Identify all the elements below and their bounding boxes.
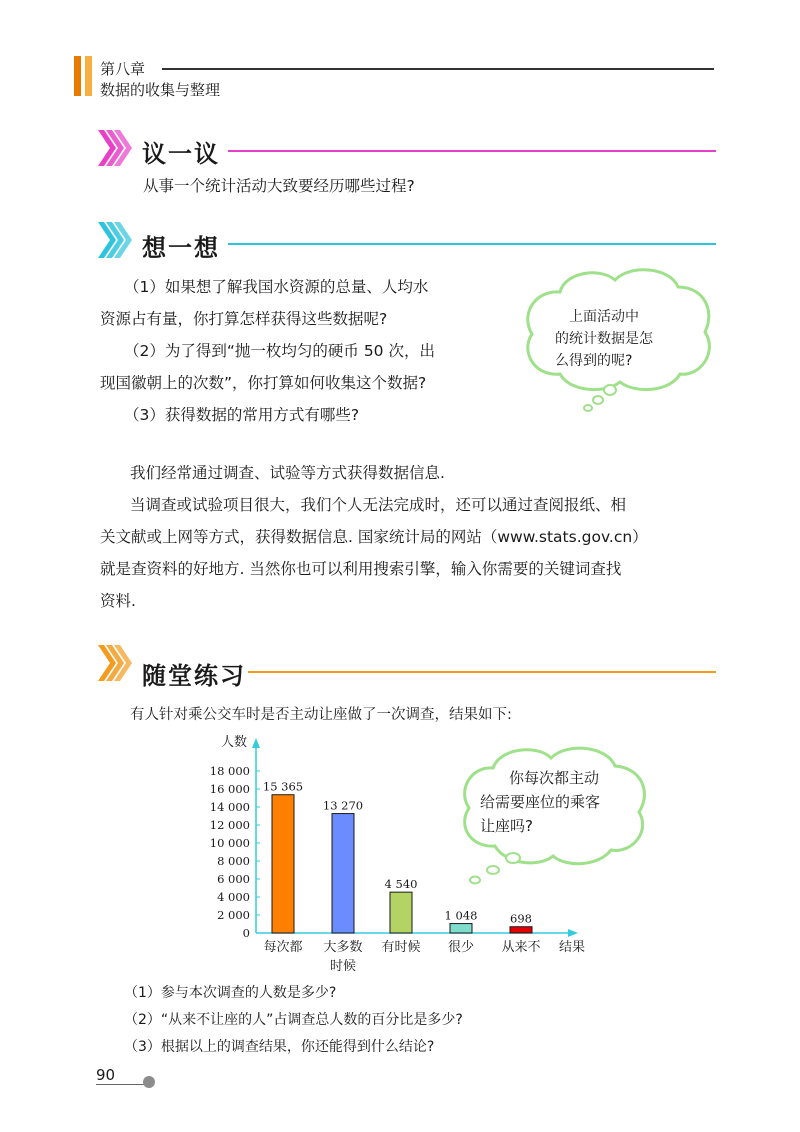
practice-q3: （3）根据以上的调查结果，你还能得到什么结论? bbox=[124, 1039, 435, 1055]
header-rule bbox=[162, 68, 714, 70]
section-rule-think bbox=[228, 243, 716, 245]
data-label: 1 048 bbox=[444, 908, 478, 923]
think-q1-line2: 资源占有量，你打算怎样获得这些数据呢? bbox=[100, 310, 388, 328]
y-tick-label: 18 000 bbox=[209, 764, 250, 778]
practice-intro: 有人针对乘公交车时是否主动让座做了一次调查，结果如下: bbox=[130, 707, 512, 723]
data-label: 698 bbox=[510, 911, 532, 926]
data-label: 13 270 bbox=[322, 798, 364, 813]
practice-q1: （1）参与本次调查的人数是多少? bbox=[124, 985, 337, 1001]
x-axis-arrow-icon bbox=[568, 929, 578, 937]
y-tick-label: 14 000 bbox=[209, 800, 250, 814]
y-tick-label: 16 000 bbox=[209, 782, 250, 796]
section-title-practice: 随堂练习 bbox=[142, 662, 246, 690]
bar bbox=[450, 924, 472, 933]
think-q3: （3）获得数据的常用方式有哪些? bbox=[124, 406, 360, 424]
x-tick-label: 时候 bbox=[329, 959, 357, 974]
chevron-arrows-icon bbox=[98, 128, 140, 168]
section-title-discuss: 议一议 bbox=[142, 140, 220, 168]
data-label: 4 540 bbox=[384, 877, 418, 892]
x-tick-label: 大多数 bbox=[323, 940, 363, 955]
page-dot-icon bbox=[143, 1076, 155, 1088]
x-tick-label: 每次都 bbox=[263, 940, 303, 955]
header-bar-dark bbox=[74, 56, 81, 96]
section-rule-discuss bbox=[228, 150, 716, 152]
think-q2-line1: （2）为了得到“抛一枚均匀的硬币 50 次，出 bbox=[124, 342, 435, 360]
paragraph-line1: 我们经常通过调查、试验等方式获得数据信息. bbox=[130, 464, 445, 482]
bar bbox=[510, 927, 532, 933]
x-tick-label: 从来不 bbox=[501, 940, 541, 955]
y-tick-label: 0 bbox=[242, 926, 250, 940]
y-tick-label: 12 000 bbox=[209, 818, 250, 832]
x-axis-label: 结果 bbox=[558, 940, 586, 955]
bar bbox=[390, 892, 412, 933]
y-tick-label: 2 000 bbox=[217, 908, 250, 922]
chapter-label: 第八章 bbox=[100, 60, 146, 78]
page-number-rule bbox=[96, 1084, 146, 1085]
paragraph-line5: 资料. bbox=[100, 592, 136, 610]
section-title-think: 想一想 bbox=[142, 234, 220, 262]
section-rule-practice bbox=[248, 671, 716, 673]
bar bbox=[332, 814, 354, 933]
y-tick-label: 4 000 bbox=[217, 890, 250, 904]
chapter-subtitle: 数据的收集与整理 bbox=[100, 81, 221, 99]
discuss-question: 从事一个统计活动大致要经历哪些过程? bbox=[143, 177, 415, 195]
think-q2-line2: 现国徽朝上的次数”，你打算如何收集这个数据? bbox=[100, 374, 427, 392]
x-tick-label: 有时候 bbox=[381, 940, 421, 955]
paragraph-line3: 关文献或上网等方式，获得数据信息. 国家统计局的网站（www.stats.gov.cn） bbox=[100, 528, 648, 546]
cloud2-line1: 你每次都主动 bbox=[509, 769, 600, 787]
bar bbox=[272, 795, 294, 933]
chevron-arrows-icon bbox=[98, 643, 140, 683]
cloud2-line3: 让座吗? bbox=[480, 817, 533, 835]
y-axis-arrow-icon bbox=[252, 738, 260, 748]
cloud1-line1: 上面活动中 bbox=[569, 309, 639, 325]
cloud2-line2: 给需要座位的乘客 bbox=[480, 793, 601, 811]
data-label: 15 365 bbox=[262, 779, 304, 794]
page-number: 90 bbox=[96, 1066, 116, 1084]
paragraph-line4: 就是查资料的好地方. 当然你也可以利用搜索引擎，输入你需要的关键词查找 bbox=[100, 560, 622, 578]
y-tick-label: 6 000 bbox=[217, 872, 250, 886]
cloud1-line3: 么得到的呢? bbox=[555, 353, 633, 369]
y-tick-label: 8 000 bbox=[217, 854, 250, 868]
think-q1-line1: （1）如果想了解我国水资源的总量、人均水 bbox=[124, 278, 429, 296]
y-tick-label: 10 000 bbox=[209, 836, 250, 850]
chevron-arrows-icon bbox=[98, 220, 140, 260]
practice-q2: （2）“从来不让座的人”占调查总人数的百分比是多少? bbox=[124, 1012, 463, 1028]
x-tick-label: 很少 bbox=[447, 940, 475, 955]
cloud1-line2: 的统计数据是怎 bbox=[555, 331, 653, 347]
paragraph-line2: 当调查或试验项目很大，我们个人无法完成时，还可以通过查阅报纸、相 bbox=[130, 496, 627, 514]
y-axis-label: 人数 bbox=[220, 735, 248, 750]
header-bar-light bbox=[85, 56, 92, 96]
